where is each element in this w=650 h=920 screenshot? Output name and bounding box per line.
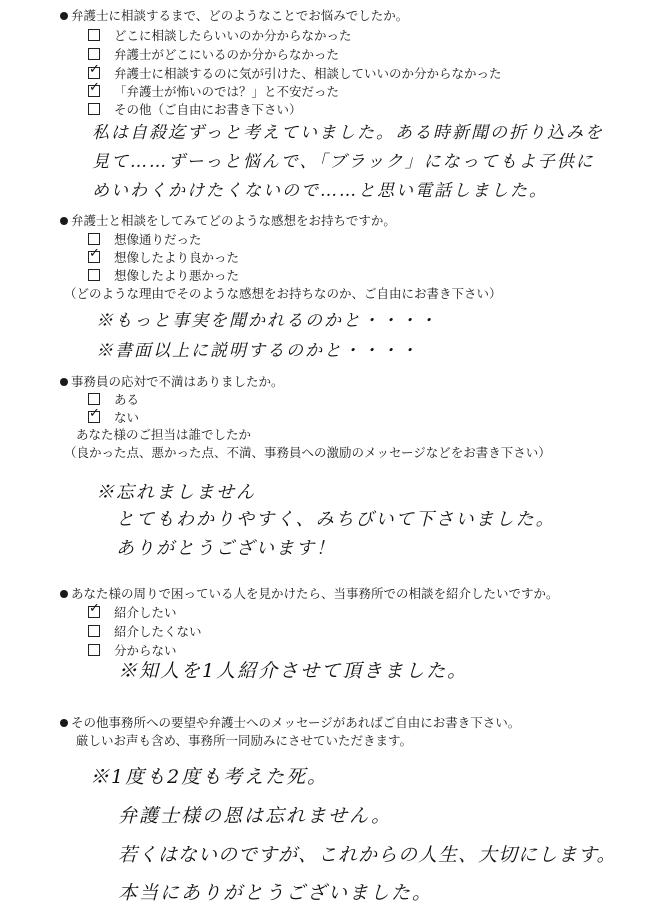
q2-option-label: 想像したより良かった [114, 250, 240, 265]
q4-option-label: 分からない [114, 643, 177, 658]
q5-handwriting-line: ※1度も2度も考えた死。 [90, 766, 329, 788]
q1-title [60, 6, 408, 24]
q1-option-label: 弁護士に相談するのに気が引けた、相談していいのか分からなかった [114, 66, 502, 81]
q4-title-text: あなた様の周りで困っている人を見かけたら、当事務所での相談を紹介したいですか。 [71, 586, 559, 601]
q4-title [60, 584, 559, 602]
q4-option[interactable] [88, 622, 202, 640]
q2-handwriting-line: ※もっと事実を聞かれるのかと・・・・ [96, 311, 438, 331]
q1-option-label: 「弁護士が怖いのでは？」と不安だった [114, 84, 340, 99]
q3-handwriting-line: ありがとうございます！ [116, 538, 336, 559]
q5-title [60, 713, 520, 731]
q1-handwriting-line: めいわくかけたくないので……と思い電話しました。 [92, 181, 548, 201]
q4-option-label: 紹介したくない [114, 624, 202, 639]
q1-option-label: どこに相談したらいいのか分からなかった [114, 28, 352, 43]
q5-subtitle: 厳しいお声も含め、事務所一同励みにさせていただきます。 [76, 733, 413, 748]
checkbox-icon[interactable] [88, 269, 100, 281]
q2-note: （どのような理由でそのような感想をお持ちなのか、ご自由にお書き下さい） [64, 286, 502, 301]
q5-title-text: その他事務所への要望や弁護士へのメッセージがあればご自由にお書き下さい。 [71, 715, 521, 730]
checkbox-checked-icon[interactable] [88, 606, 100, 618]
q2-option[interactable] [88, 230, 202, 248]
q1-option[interactable] [88, 26, 352, 44]
bullet-icon [60, 378, 68, 386]
q1-handwriting-line: 私は自殺迄ずっと考えていました。ある時新聞の折り込みを [92, 123, 604, 143]
bullet-icon [60, 590, 68, 598]
q1-option[interactable] [88, 82, 339, 100]
q5-handwriting-line: 本当にありがとうございました。 [118, 882, 434, 904]
q1-option[interactable] [88, 64, 502, 82]
q2-handwriting-line: ※書面以上に説明するのかと・・・・ [96, 341, 419, 361]
checkbox-checked-icon[interactable] [88, 251, 100, 263]
q5-handwriting-line: 弁護士様の恩は忘れません。 [118, 805, 393, 827]
q2-option-label: 想像通りだった [114, 232, 202, 247]
checkbox-checked-icon[interactable] [88, 67, 100, 79]
q2-title-text: 弁護士と相談をしてみてどのような感想をお持ちですか。 [71, 213, 396, 228]
q1-title-text: 弁護士に相談するまで、どのようなことでお悩みでしたか。 [71, 8, 409, 23]
q2-option[interactable] [88, 248, 239, 266]
q3-title [60, 372, 284, 390]
q3-option-label: ない [114, 410, 140, 425]
q2-option-label: 想像したより悪かった [114, 268, 240, 283]
checkbox-icon[interactable] [88, 233, 100, 245]
q4-option-label: 紹介したい [114, 605, 177, 620]
checkbox-icon[interactable] [88, 29, 100, 41]
q4-handwriting-line: ※知人を1人紹介させて頂きました。 [118, 660, 469, 682]
q1-option[interactable] [88, 100, 302, 118]
q3-note: （良かった点、悪かった点、不満、事務員への激励のメッセージなどをお書き下さい） [64, 445, 551, 460]
q1-option[interactable] [88, 45, 339, 63]
checkbox-icon[interactable] [88, 48, 100, 60]
checkbox-checked-icon[interactable] [88, 85, 100, 97]
checkbox-icon[interactable] [88, 625, 100, 637]
q3-option-label: ある [114, 392, 140, 407]
q3-title-text: 事務員の応対で不満はありましたか。 [71, 374, 284, 389]
q3-handwriting-line: ※忘れましません [96, 482, 256, 503]
checkbox-icon[interactable] [88, 393, 100, 405]
bullet-icon [60, 217, 68, 225]
bullet-icon [60, 12, 68, 20]
q2-option[interactable] [88, 266, 239, 284]
q3-staff-question: あなた様のご担当は誰でしたか [76, 427, 252, 442]
q5-handwriting-line: 若くはないのですが、これからの人生、大切にします。 [118, 844, 617, 866]
checkbox-checked-icon[interactable] [88, 411, 100, 423]
checkbox-icon[interactable] [88, 103, 100, 115]
q3-handwriting-line: とてもわかりやすく、みちびいて下さいました。 [116, 509, 556, 530]
checkbox-icon[interactable] [88, 644, 100, 656]
q2-title [60, 211, 396, 229]
q1-handwriting-line: 見て……ずーっと悩んで、「ブラック」になってもよ子供に [92, 152, 595, 172]
q3-option[interactable] [88, 408, 139, 426]
q1-option-label: 弁護士がどこにいるのか分からなかった [114, 47, 340, 62]
q1-option-label: その他（ご自由にお書き下さい） [114, 102, 302, 117]
bullet-icon [60, 719, 68, 727]
q4-option[interactable] [88, 603, 177, 621]
